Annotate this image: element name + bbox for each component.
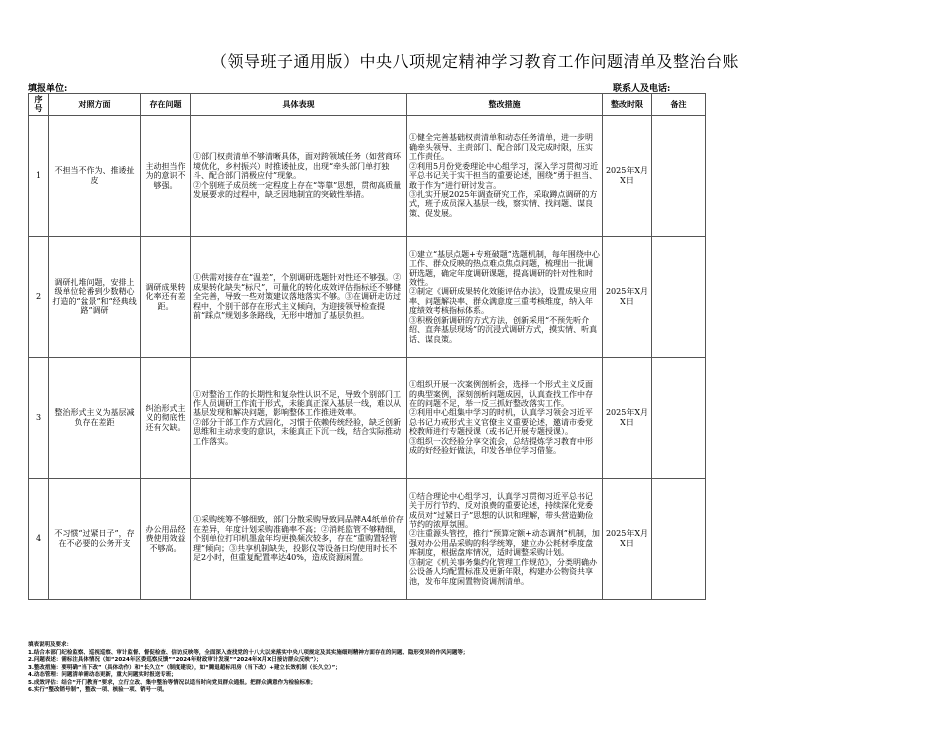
row-measures: ①结合理论中心组学习，认真学习贯彻习近平总书记关于厉行节约、反对浪费的重要论述，持续深化党委成员对“过紧日子”思想的认识和理解，带头营造勤俭节约的浓厚氛围。 ②注重源头管控，推行“预算定额+动态调剂”机制，加强对办公用品采购的科学统筹，建立办公耗材季度盘库制度，根据盘库情况，适时调整采购计划。 ③制定《机关事务集约化管理工作规范》，分类明确办公设备人均配置标准及更新年限，构建办公物资共享池，发布年度闲置物资调剂清单。 <box>407 478 603 599</box>
header-detail: 具体表现 <box>191 94 407 116</box>
row-detail: ①供需对接存在“温差”，个别调研选题针对性还不够强。②成果转化缺失“标尺”，可量化的转化成效评估指标还不够健全完善，导致一些对策建议落地落实不够。③在调研走访过程中，个别干部存在形式主义倾向，为迎接领导检查提前“踩点”规划多条路线，无形中增加了基层负担。 <box>191 236 407 357</box>
row-aspect: 不担当不作为、推诿扯皮 <box>49 115 141 236</box>
row-remark <box>652 236 706 357</box>
row-detail: ①部门权责清单不够清晰具体，面对跨领域任务（如营商环境优化，乡村振兴）时推诿扯皮，出现“牵头部门单打独斗、配合部门消极应付”现象。 ②个别班子成员统一定程度上存在“等靠”思想，贯彻高质量发展要求的过程中，缺乏因地制宜的突破性举措。 <box>191 115 407 236</box>
row-problem: 纠治形式主义的彻底性还有欠缺。 <box>141 357 191 478</box>
row-problem: 调研成果转化率还有差距。 <box>141 236 191 357</box>
table-row <box>29 478 706 599</box>
row-deadline: 2025年X月X日 <box>603 115 652 236</box>
row-aspect: 整治形式主义为基层减负存在差距 <box>49 357 141 478</box>
table-row <box>29 236 706 357</box>
unit-label: 填报单位: <box>28 84 68 94</box>
note-line: 填表说明及要求： <box>28 642 73 648</box>
note-line: 5.成效评估：结合“开门教育”要求，立行立改、集中整治等情况以适当时向党员群众通报。把群众满意作为检验标准； <box>28 679 317 686</box>
header-deadline: 整改时限 <box>603 94 652 116</box>
row-measures: ①健全完善基础权责清单和动态任务清单，进一步明确牵头领导、主责部门、配合部门及完成时限，压实工作责任。 ②利用5月份党委理论中心组学习，深入学习贯彻习近平总书记关于实干担当的重要论述，围绕“勇于担当、敢于作为”进行研讨发言。 ③扎实开展2025年调查研究工作，采取蹲点调研的方式，班子成员深入基层一线，察实情、找问题、谋良策、促发展。 <box>407 115 603 236</box>
page-title: （领导班子通用版）中央八项规定精神学习教育工作问题清单及整治台账 <box>210 52 739 71</box>
row-deadline: 2025年X月X日 <box>603 357 652 478</box>
note-line: 4.动态管理：问题清单需动态更新，重大问题实时报送专班； <box>28 672 177 679</box>
table-row <box>29 357 706 478</box>
note-line: 6.实行“整改销号制”，整改一项、核验一项、销号一项。 <box>28 687 168 694</box>
row-remark <box>652 357 706 478</box>
row-detail: ①采购统筹不够细致，部门分散采购导致同品牌A4纸单价存在差异，年度计划采购准确率不高；②消耗监管不够精细，个别单位打印机墨盒年均更换频次较多，存在“重购置轻管理”倾向；③共享机制缺失，投影仪等设备日均使用时长不足2小时，但重复配置率达40%，造成资源闲置。 <box>191 478 407 599</box>
row-remark <box>652 478 706 599</box>
row-problem: 主动担当作为的意识不够强。 <box>141 115 191 236</box>
note-line: 3.整改措施：要明确“当下改”（具体动作）和“长久立”（制度建设），如“腾退超标用房（当下改）+建立长效机制（长久立）”； <box>28 664 341 671</box>
row-no: 2 <box>29 236 49 357</box>
row-detail: ①对整治工作的长期性和复杂性认识不足，导致个别部门工作人员调研工作流于形式，未能真正深入基层一线，难以从基层发现和解决问题，影响整体工作推进效率。 ②部分干部工作方式固化，习惯于依赖传统经验，缺乏创新思维和主动求变的意识，未能真正下沉一线，结合实际推动工作落实。 <box>191 357 407 478</box>
header-measures: 整改措施 <box>407 94 603 116</box>
row-no: 1 <box>29 115 49 236</box>
header-problem: 存在问题 <box>141 94 191 116</box>
row-no: 3 <box>29 357 49 478</box>
row-deadline: 2025年X月X日 <box>603 478 652 599</box>
contact-label: 联系人及电话: <box>613 84 671 94</box>
row-measures: ①组织开展一次案例剖析会，选择一个形式主义反面的典型案例，深刻剖析问题成因，认真查找工作中存在的问题不足，举一反三抓好整改落实工作。 ②利用中心组集中学习的时机，认真学习领会习近平总书记力戒形式主义官僚主义重要论述，邀请市委党校教师进行专题授课（或书记开展专题授课）。 ③组织一次经验分享交流会，总结提炼学习教育中形成的好经验好做法，印发各单位学习借鉴。 <box>407 357 603 478</box>
header-remark: 备注 <box>652 94 706 116</box>
note-line: 2.问题表述：需标注具体情况（如“2024年区委巡察反馈”“2024年财政审计发现”“2024年X月X日接访群众反映”）； <box>28 657 322 664</box>
row-remark <box>652 115 706 236</box>
row-aspect: 调研扎堆问题，安排上级单位轮番到少数精心打造的“盆景”和“经典线路”调研 <box>49 236 141 357</box>
header-no: 序号 <box>29 94 49 116</box>
row-measures: ①建立“基层点题+专班破题”选题机制，每年围绕中心工作、群众反映的热点难点焦点问题，梳理出一批调研选题，确定年度调研课题，提高调研的针对性和时效性。 ②制定《调研成果转化效能评估办法》，设置成果应用率、问题解决率、群众满意度三重考核维度，纳入年度绩效考核指标体系。 ③积极创新调研的方式方法，创新采用“不预先听介绍、直奔基层现场”的沉浸式调研方式，摸实情、听真话、谋良策。 <box>407 236 603 357</box>
fill-instructions <box>28 642 728 695</box>
row-no: 4 <box>29 478 49 599</box>
row-deadline: 2025年X月X日 <box>603 236 652 357</box>
row-problem: 办公用品经费使用效益不够高。 <box>141 478 191 599</box>
header-aspect: 对照方面 <box>49 94 141 116</box>
note-line: 1.结合本部门纪检监察、巡视巡察、审计监督、督促检查、信访反映等，全面深入查找党的十八大以来落实中央八项规定及其实施细则精神方面存在的问题、隐形变异的作风问题等； <box>28 649 469 656</box>
row-aspect: 不习惯“过紧日子”，存在不必要的公务开支 <box>49 478 141 599</box>
header-row <box>29 94 706 116</box>
rectification-table <box>28 93 706 600</box>
table-row <box>29 115 706 236</box>
